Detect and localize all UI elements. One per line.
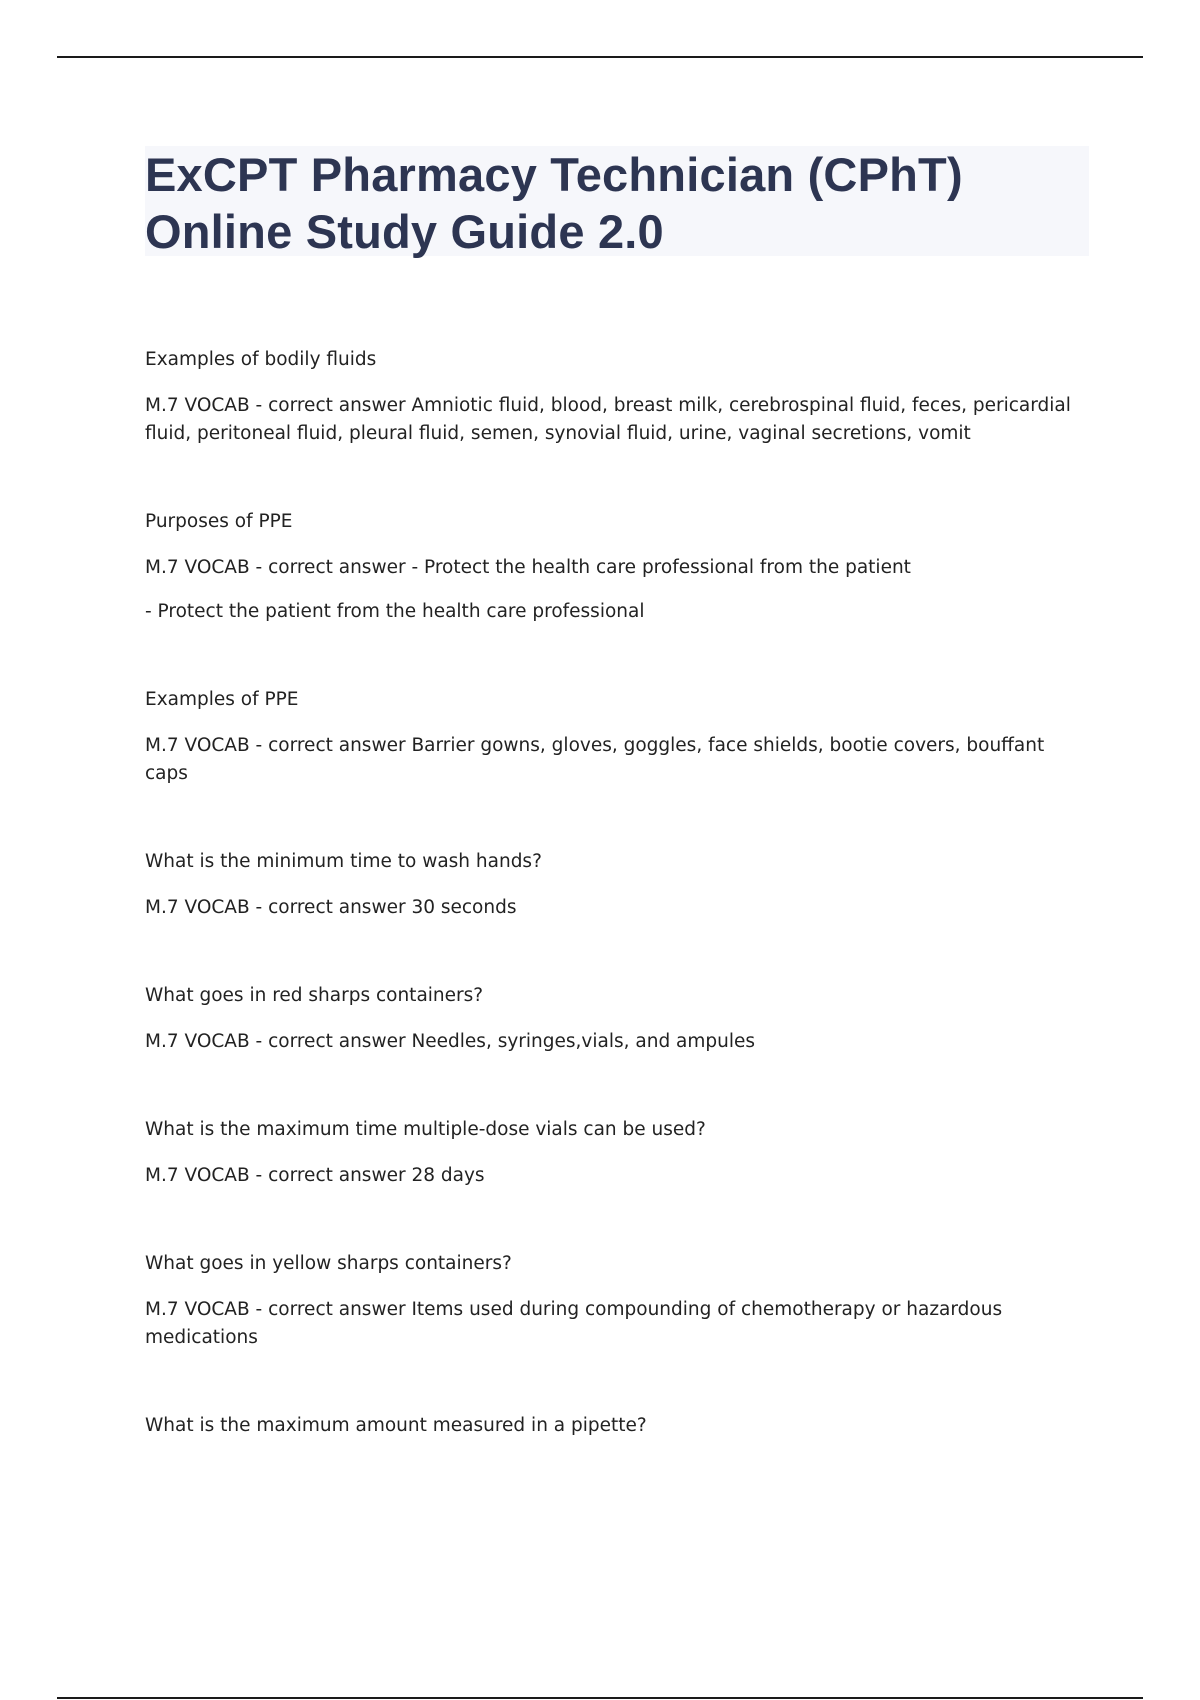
- qa-item: [145, 1250, 1075, 1352]
- answer: [145, 1028, 1075, 1056]
- question: What is the minimum time to wash hands?: [145, 851, 542, 872]
- qa-item: [145, 1412, 1075, 1440]
- question: Examples of PPE: [145, 689, 299, 710]
- question: What is the maximum time multiple-dose vials can be used?: [145, 1119, 706, 1140]
- answer: [145, 554, 1075, 626]
- answer: [145, 732, 1075, 788]
- answer-line: M.7 VOCAB - correct answer Amniotic fluid, blood, breast milk, cerebrospinal fluid, feces, pericardial fluid, peritoneal fluid, pleural fluid, semen, synovial fluid, urine, vaginal secretions, vomit: [145, 395, 1071, 444]
- qa-item: [145, 508, 1075, 626]
- qa-item: [145, 1116, 1075, 1190]
- answer-line: M.7 VOCAB - correct answer - Protect the health care professional from the patient: [145, 557, 911, 578]
- bottom-rule: [57, 1697, 1143, 1699]
- qa-item: [145, 346, 1075, 448]
- answer-line: - Protect the patient from the health care professional: [145, 601, 645, 622]
- answer-line: M.7 VOCAB - correct answer Needles, syringes,vials, and ampules: [145, 1031, 756, 1052]
- answer-line: M.7 VOCAB - correct answer Barrier gowns, gloves, goggles, face shields, bootie covers, bouffant caps: [145, 735, 1045, 784]
- answer: [145, 1162, 1075, 1190]
- answer: [145, 392, 1075, 448]
- answer: [145, 894, 1075, 922]
- qa-item: [145, 848, 1075, 922]
- question: What goes in red sharps containers?: [145, 985, 484, 1006]
- document-title: ExCPT Pharmacy Technician (CPhT) Online Study Guide 2.0: [145, 148, 963, 258]
- question: Examples of bodily fluids: [145, 349, 377, 370]
- qa-item: [145, 982, 1075, 1056]
- answer-line: M.7 VOCAB - correct answer 28 days: [145, 1165, 485, 1186]
- answer-line: M.7 VOCAB - correct answer 30 seconds: [145, 897, 517, 918]
- question: Purposes of PPE: [145, 511, 293, 532]
- title-banner: [145, 146, 1089, 256]
- question: What goes in yellow sharps containers?: [145, 1253, 512, 1274]
- question: What is the maximum amount measured in a pipette?: [145, 1415, 647, 1436]
- top-rule: [57, 56, 1143, 58]
- answer: [145, 1296, 1075, 1352]
- qa-item: [145, 686, 1075, 788]
- qa-list: [145, 346, 1075, 1500]
- answer-line: M.7 VOCAB - correct answer Items used during compounding of chemotherapy or hazardous medications: [145, 1299, 1003, 1348]
